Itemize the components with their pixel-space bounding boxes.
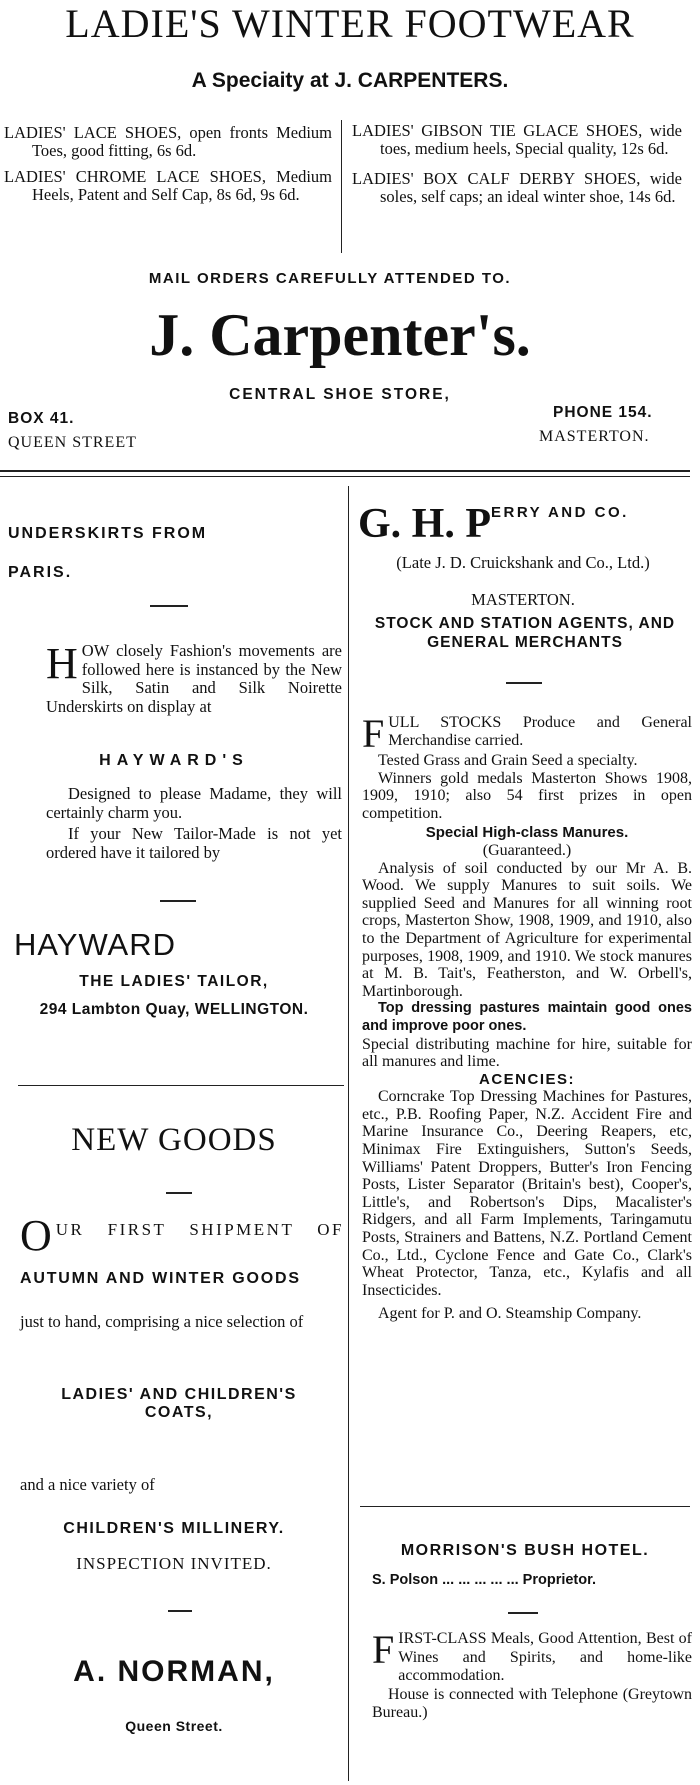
separator [168,1610,192,1612]
new-goods-heading: NEW GOODS [71,1122,277,1158]
box-number: BOX 41. [8,410,75,427]
drop-cap: O [20,1211,52,1260]
separator [166,1192,192,1194]
hotel-name: MORRISON'S BUSH HOTEL. [400,1542,650,1559]
perry-late: (Late J. D. Cruickshank and Co., Ltd.) [396,553,650,572]
underskirts-intro: HOW closely Fashion's movements are followed here is instanced by the New Silk, Satin and Silk Noirette Underskirts on display at [46,639,342,716]
mail-orders: MAIL ORDERS CAREFULLY ATTENDED TO. [148,270,512,287]
perry-body: FULL STOCKS Produce and General Merchandise carried. Tested Grass and Grain Seed a specialty. Winners gold medals Masterton Shows 1908, 1909, 1910; also 54 first prizes in open competition. Special High-class Manures. (Guaranteed.) Analysis of soil conducted by our Mr A. B. Wood. We supply Manures to suit soils. We supplied Seed and Manures for all winning root crops, Masterton Show, 1908, 1909, and 1910, also to the Department of Agriculture for experimental purposes, 1908, 1909, and 1910. We stock manures at M. B. Tait's, Featherston, and W. Orbell's, Martinborough. Top dressing pastures maintain good ones and improve poor ones. Special distributing machine for hire, suitable for all manures and lime. ACENCIES: Corncrake Top Dressing Machines for Pastures, etc., P.B. Roofing Paper, N.Z. Accident Fire and Marine Insurance Co., Deering Reapers, etc, Minimax Fire Extinguishers, Sutton's Seeds, Williams' Patent Droppers, Butter's Iron Fencing Posts, Lister Separator (Britain's best), Cooper's, Little's, and Robertson's Dips, Macalister's Ridgers, and all Farm Implements, Taringamutu Posts, Strainers and Battens, N.Z. Portland Cement Co., Ltd., Cyclone Fence and Gate Co., Clark's Wheat Protector, Tanza, etc., Kylafis and all Insecticides. Agent for P. and O. Steamship Company. [362,714,692,1323]
coats: LADIES' AND CHILDREN'S COATS, [61,1386,297,1421]
perry-full-stocks: FULL STOCKS Produce and General Merchandise carried. [362,714,692,752]
norman-name: A. NORMAN, [73,1655,275,1688]
shop-name: HAYWARD'S [99,752,249,769]
millinery: CHILDREN'S MILLINERY. [63,1520,285,1537]
drop-cap: F [372,1630,395,1672]
footwear-items-right [352,122,682,206]
perry-town: MASTERTON. [471,590,575,609]
drop-cap: H [46,639,78,688]
store-name: J. Carpenter's. [149,302,531,368]
hotel-body: FIRST-CLASS Meals, Good Attention, Best of Wines and Spirits, and home-like accommodation. House is connected with Telephone (Greytown Bureau.) [372,1630,692,1721]
separator [506,682,542,684]
tailor-title: THE LADIES' TAILOR, [79,973,269,990]
footwear-item: LADIES' CHROME LACE SHOES, Medium Heels, Patent and Self Cap, 8s 6d, 9s 6d. [4,167,332,204]
footwear-item: LADIES' GIBSON TIE GLACE SHOES, wide toes, medium heels, Special quality, 12s 6d. [352,121,682,158]
separator [508,1612,538,1614]
town: MASTERTON. [539,428,650,445]
column-divider [341,120,342,253]
column-divider [348,486,349,1781]
norman-street: Queen Street. [125,1718,223,1734]
separator [160,900,196,902]
new-goods-goods: AUTUMN AND WINTER GOODS [20,1270,301,1287]
street: QUEEN STREET [8,434,137,451]
separator [150,605,188,607]
footwear-headline: LADIE'S WINTER FOOTWEAR [65,1,635,46]
top-rule [0,470,690,472]
underskirts-heading: PARIS. [8,564,73,581]
top-rule-thin [0,476,690,477]
perry-agents: STOCK AND STATION AGENTS, AND GENERAL MERCHANTS [374,615,676,651]
store-subtitle: CENTRAL SHOE STORE, [229,386,451,403]
section-rule [360,1506,690,1507]
perry-heading: G. H. PERRY AND CO. [358,501,629,547]
inspection: INSPECTION INVITED. [76,1554,272,1573]
underskirts-text: Designed to please Madame, they will certainly charm you. If your New Tailor-Made is not yet ordered have it tailored by [46,784,342,862]
variety: and a nice variety of [20,1475,155,1494]
tailor-name: HAYWARD [14,927,176,962]
footwear-item: LADIES' LACE SHOES, open fronts Medium Toes, good fitting, 6s 6d. [4,123,332,160]
drop-cap: F [362,714,385,752]
phone: PHONE 154. [553,404,653,421]
section-rule [18,1085,344,1086]
new-goods-intro: O UR FIRST SHIPMENT OF [20,1211,344,1260]
underskirts-heading: UNDERSKIRTS FROM [8,525,208,542]
footwear-items-left [4,124,332,204]
footwear-item: LADIES' BOX CALF DERBY SHOES, wide soles, self caps; an ideal winter shoe, 14s 6d. [352,169,682,206]
new-goods-text: just to hand, comprising a nice selection of [20,1312,304,1331]
footwear-subhead: A Speciaity at J. CARPENTERS. [191,69,509,92]
tailor-address: 294 Lambton Quay, WELLINGTON. [39,1001,309,1018]
hotel-proprietor: S. Polson ... ... ... ... ... Proprietor. [372,1572,596,1588]
